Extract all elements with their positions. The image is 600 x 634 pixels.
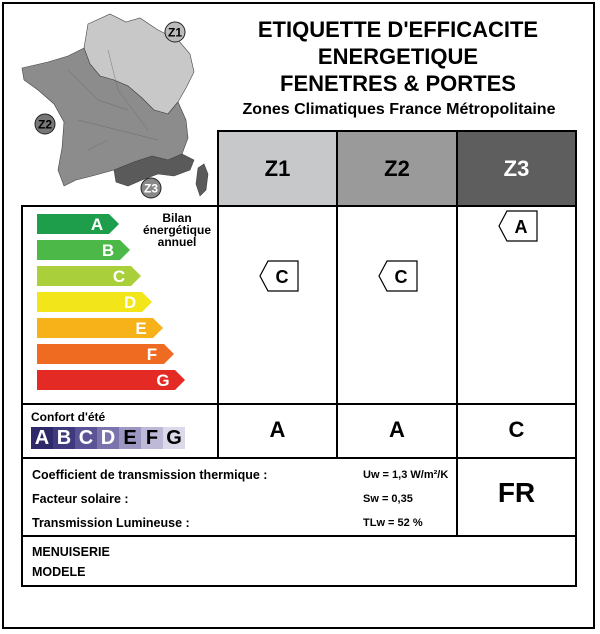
spec-value-uw: Uw = 1,3 W/m²/K	[363, 469, 449, 481]
svg-text:A: A	[514, 217, 528, 237]
confort-label: Confort d'été	[31, 410, 106, 424]
energy-class-letter: B	[101, 241, 115, 260]
svg-text:C: C	[394, 267, 408, 287]
map-corsica	[196, 164, 208, 196]
spec-label-tlw: Transmission Lumineuse :	[32, 516, 190, 530]
country-code: FR	[497, 477, 536, 508]
subtitle: Zones Climatiques France Métropolitaine	[242, 101, 556, 118]
confort-value-z2: A	[389, 417, 405, 442]
confort-class-b: B	[53, 427, 75, 449]
bilan-label-line-2: énergétique	[142, 223, 211, 237]
spec-value-tlw: TLw = 52 %	[363, 517, 423, 529]
bilan-indicator-z1	[258, 259, 300, 293]
confort-class-e: E	[119, 427, 141, 449]
svg-text:C: C	[275, 267, 289, 287]
energy-class-d	[37, 292, 152, 312]
spec-value-sw: Sw = 0,35	[363, 493, 413, 505]
france-zones-map	[18, 10, 213, 200]
title-line-1: ETIQUETTE D'EFFICACITE	[257, 17, 539, 42]
confort-value-z1: A	[269, 417, 286, 442]
footer-modele: MODELE	[32, 565, 86, 579]
map-zone-label-z3: Z3	[143, 181, 159, 196]
confort-class-c: C	[75, 427, 97, 449]
confort-class-f: F	[141, 427, 163, 449]
energy-class-letter: G	[156, 371, 170, 390]
title-line-3: FENETRES & PORTES	[280, 71, 516, 96]
spec-label-sw: Facteur solaire :	[32, 492, 129, 506]
energy-class-letter: A	[90, 215, 104, 234]
energy-class-letter: C	[112, 267, 126, 286]
energy-class-g	[37, 370, 185, 390]
zone-header-z1: Z1	[217, 130, 338, 206]
bilan-label	[139, 212, 215, 248]
bilan-indicator-z3	[497, 209, 539, 243]
energy-class-letter: E	[135, 319, 147, 338]
energy-class-letter: D	[123, 293, 137, 312]
bilan-label-line-1: Bilan	[162, 211, 192, 225]
energy-class-f	[37, 344, 174, 364]
confort-class-a: A	[31, 427, 53, 449]
energy-class-letter: F	[146, 345, 158, 364]
title-line-2: ENERGETIQUE	[317, 44, 479, 69]
spec-label-uw: Coefficient de transmission thermique :	[32, 468, 268, 482]
bilan-indicator-z2	[377, 259, 419, 293]
rating-grid	[21, 205, 577, 587]
confort-class-g: G	[163, 427, 185, 449]
energy-class-e	[37, 318, 163, 338]
confort-class-d: D	[97, 427, 119, 449]
confort-scale	[31, 427, 185, 449]
energy-class-a	[37, 214, 119, 234]
confort-value-z3: C	[508, 417, 525, 442]
energy-class-c	[37, 266, 141, 286]
bilan-label-line-3: annuel	[157, 235, 197, 249]
zone-header-z3: Z3	[456, 130, 577, 206]
map-zone-label-z2: Z2	[37, 117, 53, 132]
map-zone-label-z1: Z1	[167, 25, 183, 40]
zone-header-z2: Z2	[336, 130, 458, 206]
footer-menuiserie: MENUISERIE	[32, 545, 110, 559]
energy-class-b	[37, 240, 130, 260]
